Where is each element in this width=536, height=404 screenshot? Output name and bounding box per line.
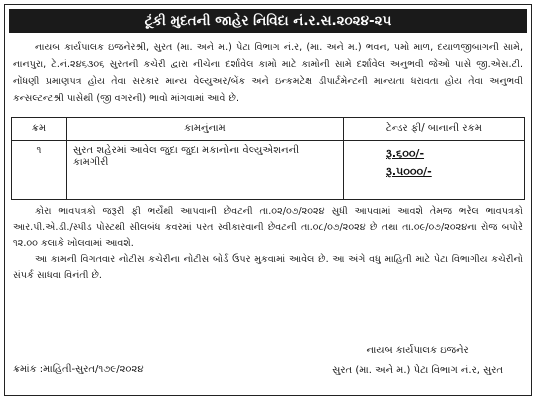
header-fee: ટેન્ડર ફી/ બાનાની રકમ <box>344 118 525 141</box>
notice-footer <box>13 337 523 381</box>
row-serial: ૧ <box>12 141 67 200</box>
header-work-name: કામનુંનામ <box>67 118 344 141</box>
header-serial: ક્રમ <box>12 118 67 141</box>
tender-fee-value: રૂ.૬૦૦/- <box>386 147 425 160</box>
reference-number: ક્રમાંક :માહિતી-સુરત/૧૭૯/૨૦૨૪ <box>13 364 144 375</box>
contact-paragraph: આ કામની વિગતવાર નોટીસ કચેરીના નોટીસ બોર્ડ ઉપર મુકવામાં આવેલ છે. આ અંગે વધુ માહિતી માટે પેટા વિભાગીય કચેરીનો સંપર્ક સાધવા વિનંતી છે. <box>13 254 523 281</box>
tender-notice <box>4 4 532 396</box>
signatory-office: સુરત (મા. અને મ.) પેટા વિભાગ નં.ર, સુરત <box>332 365 503 376</box>
schedule-paragraph: કોરા ભાવપત્રકો જરૂરી ફી ભર્યેથી આપવાની છેવટની તા.૦૨/૦૭/૨૦૨૪ સુધી આપવામાં આવશે તેમજ ભરેલ ભાવપત્રકો આર.પી.એ.ડી./સ્પીડ પોસ્ટથી સીલબંધ કવરમાં પરત સ્વીકારવાની છેવટની તા.૦૮/૦૭/૨૦૨૪ છે તથા તા.૦૯/૦૭/૨૦૨૪ના રોજ બપોરે ૧૨.૦૦ કલાકે ખોલવામાં આવશે. <box>13 206 523 249</box>
intro-paragraph: નાયબ કાર્યપાલક ઇજનેરશ્રી, સુરત (મા. અને મ.) પેટા વિભાગ નં.ર, (મા. અને મ.) ભવન, પમો માળ, દયાળજીબાગની સામે, નાનપુરા, ટે.નં.૨૪૬૩૦૬ સુરતની કચેરી દ્વારા નીચેના દર્શાવેલ કામો માટે કામોની સામે દર્શાવેલ અનુભવી જેઓ પાસે જી.એસ.ટી. નોંધણી પ્રમાણપત્ર હોય તેવા સરકાર માન્ય વેલ્યુઅર/બેંક અને ઇન્કમટેક્ષ ડીપાર્ટમેન્ટની માન્યતા ધરાવતા હોય તેવા અનુભવી કન્સલ્ટન્ટશ્રી પાસેથી (જી વગરની) ભાવો માંગવામાં આવે છે. <box>13 42 523 104</box>
signatory-title: નાયબ કાર્યપાલક ઇજનેર <box>366 345 469 356</box>
table-row <box>12 141 525 200</box>
works-table <box>11 117 525 200</box>
notice-title: ટૂંકી મુદતની જાહેર નિવિદા નં.ર.સ.૨૦૨૪-૨૫ <box>9 9 527 33</box>
signatory-block <box>332 341 503 381</box>
row-work-name: સુરત શહેરમાં આવેલ જુદા જુદા મકાનોના વેલ્યુએશનની કામગીરી <box>67 141 344 200</box>
row-fee-cell <box>344 141 525 200</box>
deposit-amount-value: રૂ.૫૦૦૦/- <box>386 165 432 178</box>
table-header-row <box>12 118 525 141</box>
